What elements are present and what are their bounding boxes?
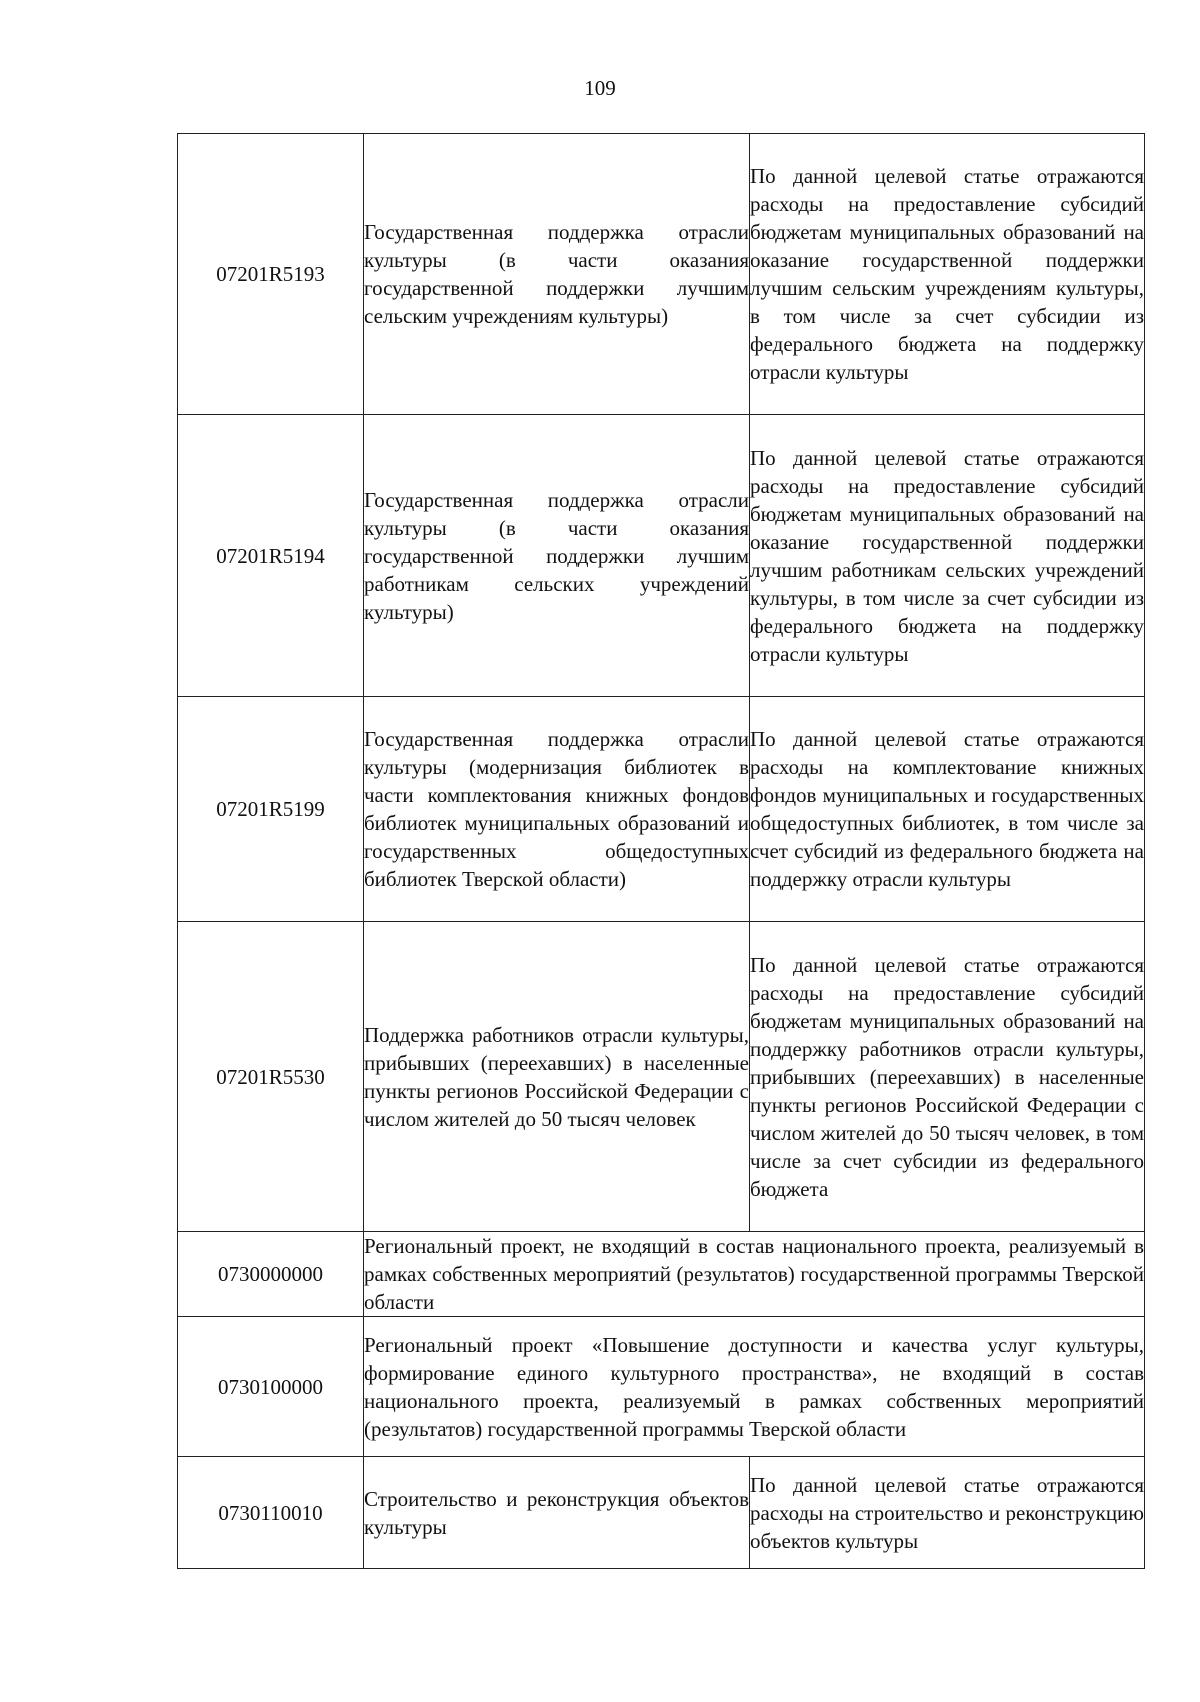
row-code: 07201R5194: [178, 415, 364, 697]
row-code: 0730000000: [178, 1232, 364, 1317]
table-row: [178, 134, 1145, 415]
row-merged-description: Региональный проект «Повышение доступности и качества услуг культуры, формирование единого культурного пространства», не входящий в состав национального проекта, реализуемый в рамках собственных мероприятий (результатов) государственной программы Тверской области: [364, 1317, 1145, 1457]
table-row: [178, 1457, 1145, 1569]
row-code: 07201R5199: [178, 697, 364, 922]
row-code: 0730100000: [178, 1317, 364, 1457]
table-row: [178, 1232, 1145, 1317]
table-row: [178, 922, 1145, 1232]
row-description: По данной целевой статье отражаются расходы на предоставление субсидий бюджетам муниципальных образований на оказание государственной поддержки лучшим работникам сельских учреждений культуры, в том числе за счет субсидии из федерального бюджета на поддержку отрасли культуры: [750, 415, 1145, 697]
table-row: [178, 697, 1145, 922]
row-code: 07201R5193: [178, 134, 364, 415]
row-name: Государственная поддержка отрасли культуры (в части оказания государственной поддержки лучшим работникам сельских учреждений культуры): [364, 415, 750, 697]
table-row: [178, 1317, 1145, 1457]
row-description: По данной целевой статье отражаются расходы на предоставление субсидий бюджетам муниципальных образований на поддержку работников отрасли культуры, прибывших (переехавших) в населенные пункты регионов Российской Федерации с числом жителей до 50 тысяч человек, в том числе за счет субсидии из федерального бюджета: [750, 922, 1145, 1232]
row-name: Строительство и реконструкция объектов культуры: [364, 1457, 750, 1569]
row-description: По данной целевой статье отражаются расходы на строительство и реконструкцию объектов культуры: [750, 1457, 1145, 1569]
row-name: Государственная поддержка отрасли культуры (модернизация библиотек в части комплектования книжных фондов библиотек муниципальных образований и государственных общедоступных библиотек Тверской области): [364, 697, 750, 922]
row-name: Поддержка работников отрасли культуры, прибывших (переехавших) в населенные пункты регионов Российской Федерации с числом жителей до 50 тысяч человек: [364, 922, 750, 1232]
row-merged-description: Региональный проект, не входящий в состав национального проекта, реализуемый в рамках собственных мероприятий (результатов) государственной программы Тверской области: [364, 1232, 1145, 1317]
row-code: 07201R5530: [178, 922, 364, 1232]
row-code: 0730110010: [178, 1457, 364, 1569]
budget-classification-table: [177, 133, 1145, 1569]
row-description: По данной целевой статье отражаются расходы на комплектование книжных фондов муниципальных и государственных общедоступных библиотек, в том числе за счет субсидий из федерального бюджета на поддержку отрасли культуры: [750, 697, 1145, 922]
row-name: Государственная поддержка отрасли культуры (в части оказания государственной поддержки лучшим сельским учреждениям культуры): [364, 134, 750, 415]
table-row: [178, 415, 1145, 697]
page-number: 109: [584, 76, 616, 100]
row-description: По данной целевой статье отражаются расходы на предоставление субсидий бюджетам муниципальных образований на оказание государственной поддержки лучшим сельским учреждениям культуры, в том числе за счет субсидии из федерального бюджета на поддержку отрасли культуры: [750, 134, 1145, 415]
